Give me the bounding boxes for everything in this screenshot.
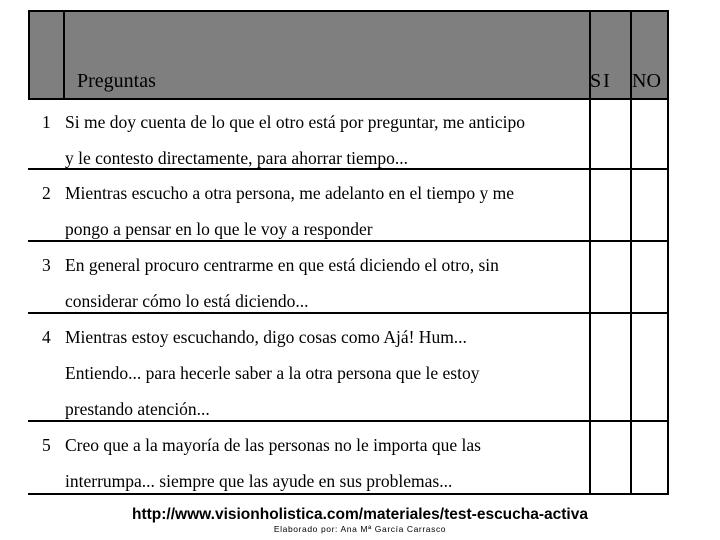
question-number: 1 xyxy=(42,112,51,132)
table-border-bottom xyxy=(28,493,669,495)
question-number: 4 xyxy=(42,327,51,347)
question-text-line: Entiendo... para hecerle saber a la otra persona que le estoy xyxy=(65,363,480,383)
question-text-line: En general procuro centrarme en que está diciendo el otro, sin xyxy=(65,255,499,275)
row-divider xyxy=(28,312,669,314)
question-text-line: prestando atención... xyxy=(65,399,210,419)
row-divider xyxy=(28,98,669,100)
header-si: SI xyxy=(590,70,612,92)
table-border-right xyxy=(667,10,669,495)
question-number: 2 xyxy=(42,183,51,203)
question-text-line: Mientras escucho a otra persona, me adelanto en el tiempo y me xyxy=(65,183,515,203)
header-no: NO xyxy=(632,70,661,92)
question-text-line: y le contesto directamente, para ahorrar tiempo... xyxy=(65,148,409,168)
number-column-divider xyxy=(63,10,65,100)
row-divider xyxy=(28,168,669,170)
author-credit: Elaborado por: Ana Mª García Carrasco xyxy=(273,524,447,534)
question-text-line: Creo que a la mayoría de las personas no le importa que las xyxy=(65,435,481,455)
header-preguntas: Preguntas xyxy=(77,70,156,92)
questionnaire-table xyxy=(28,10,669,495)
table-border-left xyxy=(28,10,30,100)
source-url: http://www.visionholistica.com/materiales/test-escucha-activa xyxy=(132,506,588,523)
question-text-line: considerar cómo lo está diciendo... xyxy=(65,291,309,311)
question-number: 5 xyxy=(42,435,51,455)
table-border-top xyxy=(28,10,669,12)
question-text-line: Si me doy cuenta de lo que el otro está por preguntar, me anticipo xyxy=(65,112,525,132)
question-text-line: pongo a pensar en lo que le voy a responder xyxy=(65,219,373,239)
question-text-line: interrumpa... siempre que las ayude en sus problemas... xyxy=(65,471,453,491)
question-text-line: Mientras estoy escuchando, digo cosas como Ajá! Hum... xyxy=(65,327,467,347)
row-divider xyxy=(28,240,669,242)
question-number: 3 xyxy=(42,255,51,275)
row-divider xyxy=(28,420,669,422)
